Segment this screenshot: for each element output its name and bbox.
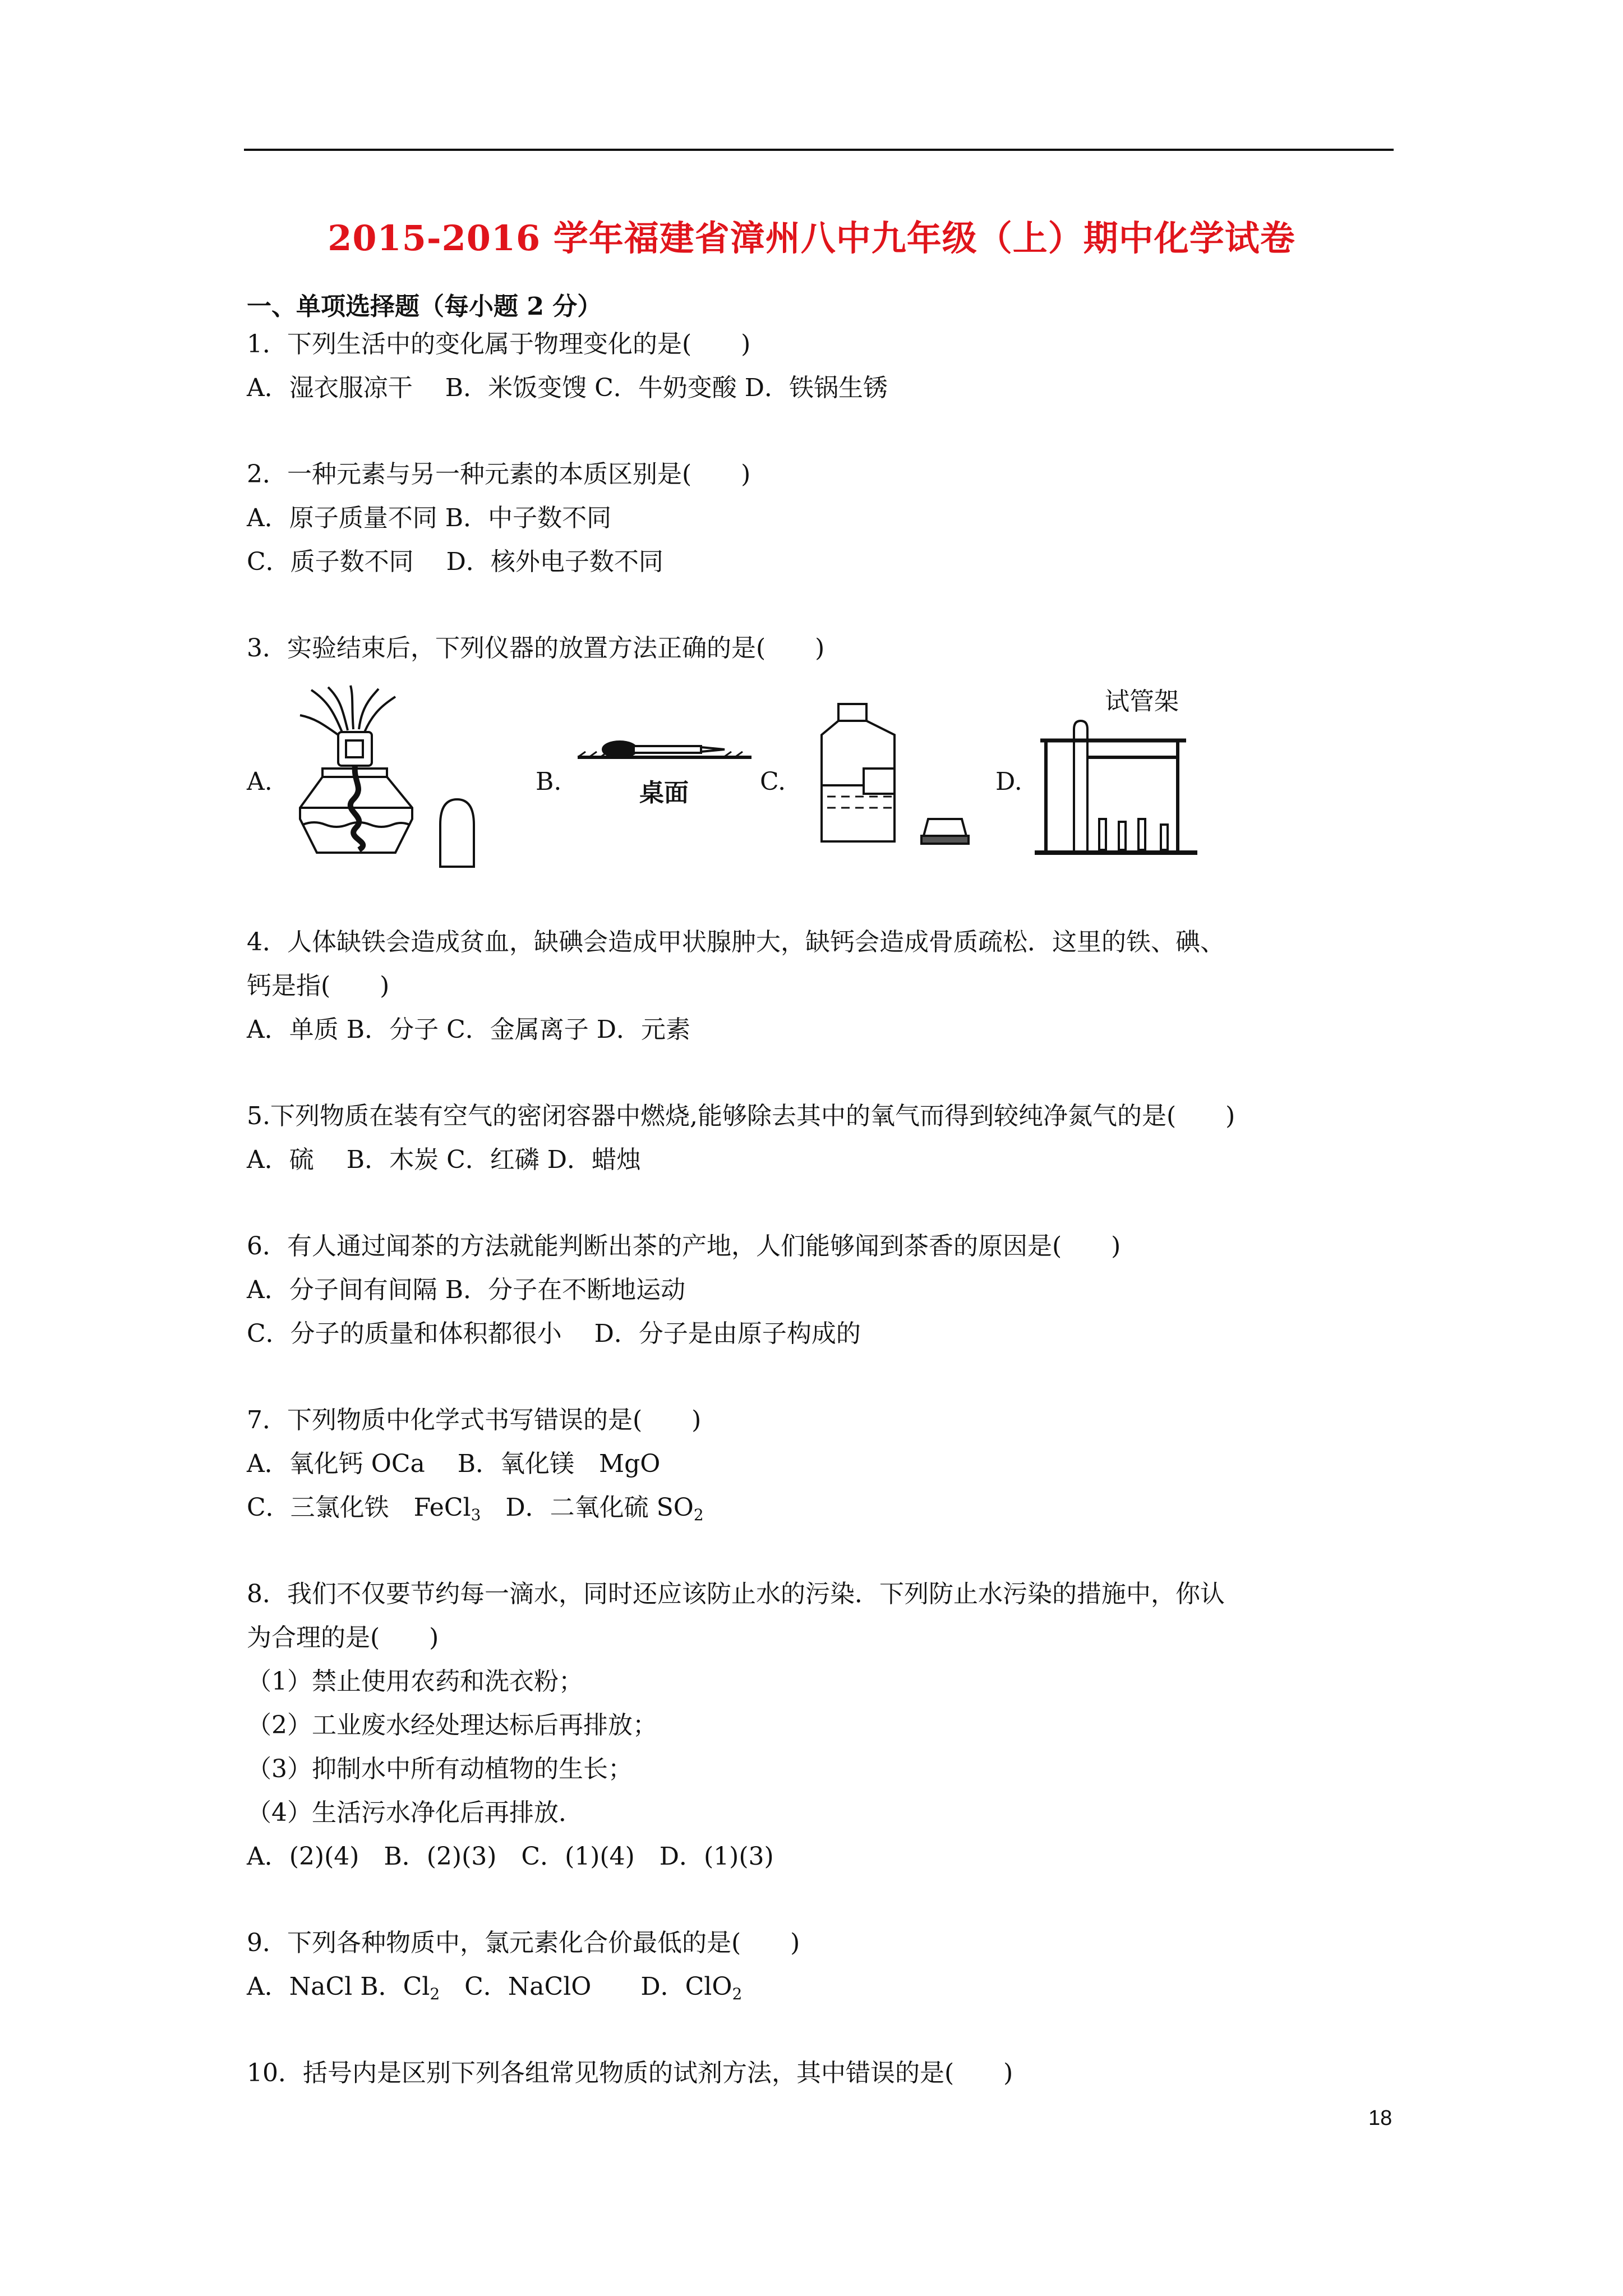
dropper-on-table-figure	[578, 729, 757, 813]
q9-option-cd: C．NaClO D．ClO	[440, 1972, 732, 2001]
q3-label-b: B.	[536, 767, 562, 796]
q2-stem: 2．一种元素与另一种元素的本质区别是( )	[247, 460, 751, 489]
q8-stem-1: 8．我们不仅要节约每一滴水，同时还应该防止水的污染．下列防止水污染的措施中，你认	[247, 1580, 1225, 1608]
q3-stem: 3．实验结束后，下列仪器的放置方法正确的是( )	[247, 634, 825, 662]
page-title: 2015-2016 学年福建省漳州八中九年级（上）期中化学试卷	[328, 218, 1295, 259]
q5-options: A．硫 B．木炭 C．红磷 D．蜡烛	[247, 1145, 642, 1174]
q4-options: A．单质 B．分子 C．金属离子 D．元素	[247, 1015, 691, 1044]
q7-option-c: C．三氯化铁 FeCl	[247, 1493, 471, 1522]
q6-stem: 6．有人通过闻茶的方法就能判断出茶的产地，人们能够闻到茶香的原因是( )	[247, 1232, 1121, 1260]
section-heading: 一、单项选择题（每小题 2 分）	[247, 292, 602, 321]
q6-options-1: A．分子间有间隔 B．分子在不断地运动	[247, 1276, 686, 1304]
q10-stem: 10．括号内是区别下列各组常见物质的试剂方法，其中错误的是( )	[247, 2059, 1013, 2087]
q4-stem-1: 4．人体缺铁会造成贫血，缺碘会造成甲状腺肿大，缺钙会造成骨质疏松．这里的铁、碘、	[247, 928, 1225, 956]
q4-stem-2: 钙是指( )	[247, 972, 390, 1000]
table-label: 桌面	[639, 779, 689, 807]
alcohol-lamp-figure	[289, 684, 491, 869]
q7-option-c-sub: 3	[471, 1506, 481, 1524]
q2-options-1: A．原子质量不同 B．中子数不同	[247, 504, 612, 532]
header-rule	[244, 149, 1394, 151]
q9-options	[247, 1972, 743, 2003]
q3-label-c: C.	[760, 767, 786, 796]
q3-label-d: D.	[995, 767, 1022, 796]
q8-options: A．(2)(4) B．(2)(3) C．(1)(4) D．(1)(3)	[247, 1842, 774, 1871]
test-tube-rack-figure	[1035, 679, 1214, 869]
q8-item-2: （2）工业废水经处理达标后再排放；	[247, 1711, 657, 1740]
q9-option-b-sub: 2	[430, 1985, 440, 2003]
q8-stem-2: 为合理的是( )	[247, 1623, 439, 1652]
q9-stem: 9．下列各种物质中，氯元素化合价最低的是( )	[247, 1929, 800, 1957]
q2-options-2: C．质子数不同 D．核外电子数不同	[247, 547, 663, 576]
q7-options-1: A．氧化钙 OCa B．氧化镁 MgO	[247, 1450, 661, 1478]
q8-item-3: （3）抑制水中所有动植物的生长；	[247, 1755, 633, 1783]
reagent-bottle-figure	[810, 701, 979, 847]
q1-stem: 1．下列生活中的变化属于物理变化的是( )	[247, 330, 751, 358]
q7-option-d: D．二氧化硫 SO	[481, 1493, 694, 1522]
q7-stem: 7．下列物质中化学式书写错误的是( )	[247, 1406, 702, 1434]
q5-stem: 5.下列物质在装有空气的密闭容器中燃烧,能够除去其中的氧气而得到较纯净氮气的是( )	[247, 1102, 1235, 1130]
q8-item-1: （1）禁止使用农药和洗衣粉；	[247, 1667, 583, 1696]
q6-options-2: C．分子的质量和体积都很小 D．分子是由原子构成的	[247, 1319, 861, 1348]
q7-options-2	[247, 1493, 704, 1524]
q9-option-ab: A．NaCl B．Cl	[247, 1972, 430, 2001]
rack-label: 试管架	[1105, 687, 1179, 716]
page-number: 18	[1368, 2106, 1393, 2130]
q9-option-d-sub: 2	[732, 1985, 743, 2003]
q7-option-d-sub: 2	[693, 1506, 704, 1524]
q1-options: A．湿衣服凉干 B．米饭变馊 C．牛奶变酸 D．铁锅生锈	[247, 374, 888, 402]
q3-label-a: A.	[247, 767, 273, 796]
q8-item-4: （4）生活污水净化后再排放．	[247, 1798, 583, 1827]
